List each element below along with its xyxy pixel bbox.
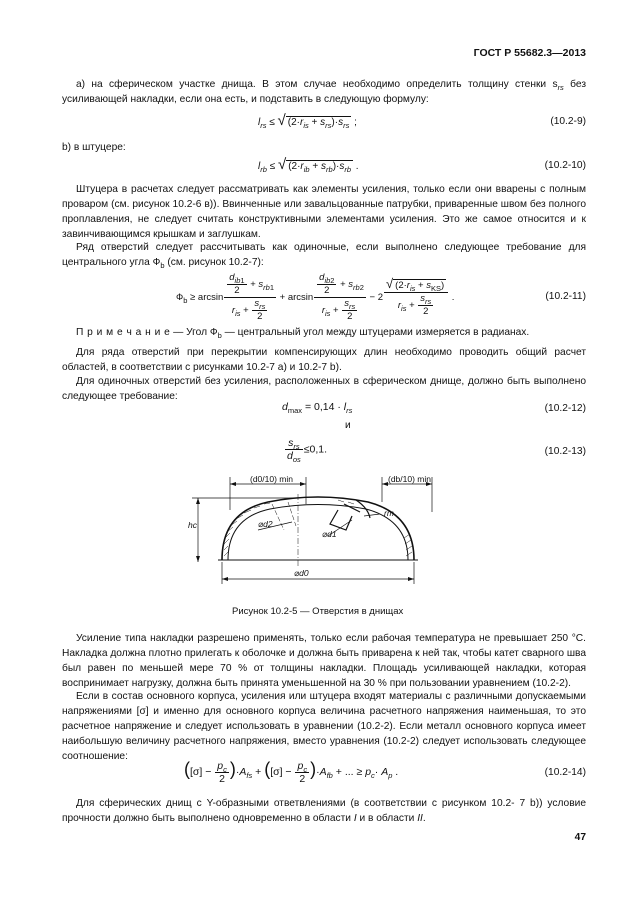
region-II: II bbox=[417, 813, 423, 824]
paragraph-usilenie: Усиление типа накладки разрешено применять, только если рабочая температура не превышает 250 °С. Накладка должна плотно прилегать к оболочке и должна быть приварена к ней так, чтобы катет сварного шва был равен по меньшей мере 70 % от толщины накладки. Площадь усиливающей накладки, которая воспринимает нагрузку, должна быть принята уменьшенной на 30 % при пользовании уравнением (10.2-2). bbox=[62, 633, 586, 689]
standard-header: ГОСТ Р 55682.3—2013 bbox=[473, 47, 586, 59]
note-sub: b bbox=[217, 331, 222, 340]
note-text: — Угол Ф bbox=[170, 327, 218, 338]
paragraph-sfer-mid: и в области bbox=[356, 813, 418, 824]
paragraph-a-tail: без усиливающей накладки, если она есть, и подставить в следующую формулу: bbox=[62, 79, 586, 105]
note-tail: — центральный угол между штуцерами измеряется в радианах. bbox=[221, 327, 530, 338]
paragraph-ryad-text: Ряд отверстий следует рассчитывать как одиночные, если выполнено следующее требование для центрального угла Ф bbox=[62, 242, 586, 268]
figure-label-rm: rm bbox=[384, 508, 394, 518]
figure-label-d1: ⌀d1 bbox=[322, 529, 337, 539]
eq12-text: = 0,14 · bbox=[304, 401, 341, 413]
paragraph-a bbox=[62, 77, 586, 107]
note-label: П р и м е ч а н и е bbox=[76, 327, 171, 338]
arcsin-1: arcsin bbox=[197, 292, 224, 304]
equation-number-10-2-11: (10.2-11) bbox=[545, 291, 586, 302]
figure-label-hc: hc bbox=[188, 520, 197, 530]
paragraph-a-text: а) на сферическом участке днища. В этом случае необходимо определить толщину стенки s bbox=[76, 79, 558, 90]
arcsin-2: arcsin bbox=[287, 292, 314, 304]
paragraph-esli: Если в состав основного корпуса, усиления или штуцера входят материалы с различными допускаемыми напряжениями [σ] и именно для основного корпуса величина расчетного напряжения наименьшая, то это расчетное напряжение и следует использовать в уравнении (10.2-2). Если металл основного корпуса имеет наибольшую величину расчетного напряжения, вместо уравнения (10.2-2) следует использовать следующее соотношение: bbox=[62, 691, 586, 762]
paragraph-shtutsera: Штуцера в расчетах следует рассматривать как элементы усиления, только если они вварены с полным проваром (см. рисунок 10.2-6 в)). Ввинченные или завальцованные патрубки, приваренные швом без полного проплавления, не следует считать конструктивными элементами усиления. Это же самое относится и к завинчивающимся крышкам и заглушкам. bbox=[62, 184, 586, 240]
equation-number-10-2-14: (10.2-14) bbox=[544, 767, 586, 778]
paragraph-b: b) в штуцере: bbox=[62, 142, 126, 153]
figure-label-d0-10-min: (d0/10) min bbox=[250, 474, 293, 484]
paragraph-pereklytie: Для ряда отверстий при перекрытии компенсирующих длин необходимо проводить общий расчет областей, в соответствии с рисунками 10.2-7 а) и 10.2-7 b). bbox=[62, 347, 586, 373]
equation-number-10-2-12: (10.2-12) bbox=[544, 403, 586, 414]
equation-10-2-12: $d_{max} = 0,14 \cdot l_{rs}$ bbox=[282, 401, 353, 415]
equation-number-10-2-9: (10.2-9) bbox=[550, 116, 586, 127]
paragraph-sfer-text: Для сферических днищ с Y-образными ответвлениями (в соответствии с рисунком 10.2- 7 b)) условие прочности должно быть выполнено одновременно в области bbox=[62, 798, 586, 824]
equation-10-2-9: $l_{rs}$ ≤ √ $(2\cdot r_{is} + s_{rs})\cdot s_{rs}$ ; bbox=[258, 112, 357, 130]
equation-10-2-10: $l_{rb}$ ≤ √ $(2\cdot r_{ib} + s_{rb})\cdot s_{rb}$ . bbox=[258, 156, 359, 174]
paragraph-odinochnye: Для одиночных отверстий без усиления, расположенных в сферическом днище, должно быть выполнено следующее требование: bbox=[62, 376, 586, 402]
equation-number-10-2-13: (10.2-13) bbox=[544, 446, 586, 457]
paragraph-sfer bbox=[62, 796, 586, 826]
paragraph-ryad-sub: b bbox=[160, 261, 165, 270]
figure-label-d2: ⌀d2 bbox=[258, 519, 273, 529]
equation-10-2-14: ([σ] − $\frac{p_c}{2}$ )$\cdot A_{fs} + ([\sigma]$ − $\frac{p_c}{2}$ )$\cdot A_{fb}$ + ... ≥ $p_c\cdot A_p$ . bbox=[184, 759, 399, 785]
note bbox=[76, 325, 586, 340]
equation-10-2-13: $\frac{s_{rs}}{d_{os}}$ ≤0,1. bbox=[287, 437, 328, 464]
eq13-rhs: ≤0,1. bbox=[303, 443, 328, 456]
and-word: и bbox=[345, 420, 351, 431]
paragraph-a-sub: rs bbox=[557, 83, 564, 92]
figure-openings-in-heads bbox=[188, 472, 448, 587]
figure-caption: Рисунок 10.2-5 — Отверстия в днищах bbox=[232, 606, 404, 617]
figure-label-db-10-min: (db/10) min bbox=[388, 474, 431, 484]
paragraph-ryad bbox=[62, 240, 586, 270]
region-I: I bbox=[353, 813, 357, 824]
figure-label-d0: ⌀d0 bbox=[294, 568, 309, 578]
page-number: 47 bbox=[574, 832, 586, 843]
equation-10-2-11: $Ф_b \ge \arcsin$ $\frac{d_{ib1}}{2}$ + $s_{rb1}$ $r_{is}$ + $\frac{s_{rs}}{2}$ + arcsin $\frac{d_{ib2}}{2}$ + $s_{rb2}$ $r_{is}$ + $\frac{s_{rs}}{2}$ − 2 √ $(2\cdot r_{is} + s_{KS})$ $r_{is}$ + $\frac{s_{rs}}{2}$ . bbox=[176, 272, 455, 322]
paragraph-sfer-end: . bbox=[422, 813, 426, 824]
equation-number-10-2-10: (10.2-10) bbox=[544, 160, 586, 171]
paragraph-ryad-tail: (см. рисунок 10.2-7): bbox=[164, 257, 264, 268]
